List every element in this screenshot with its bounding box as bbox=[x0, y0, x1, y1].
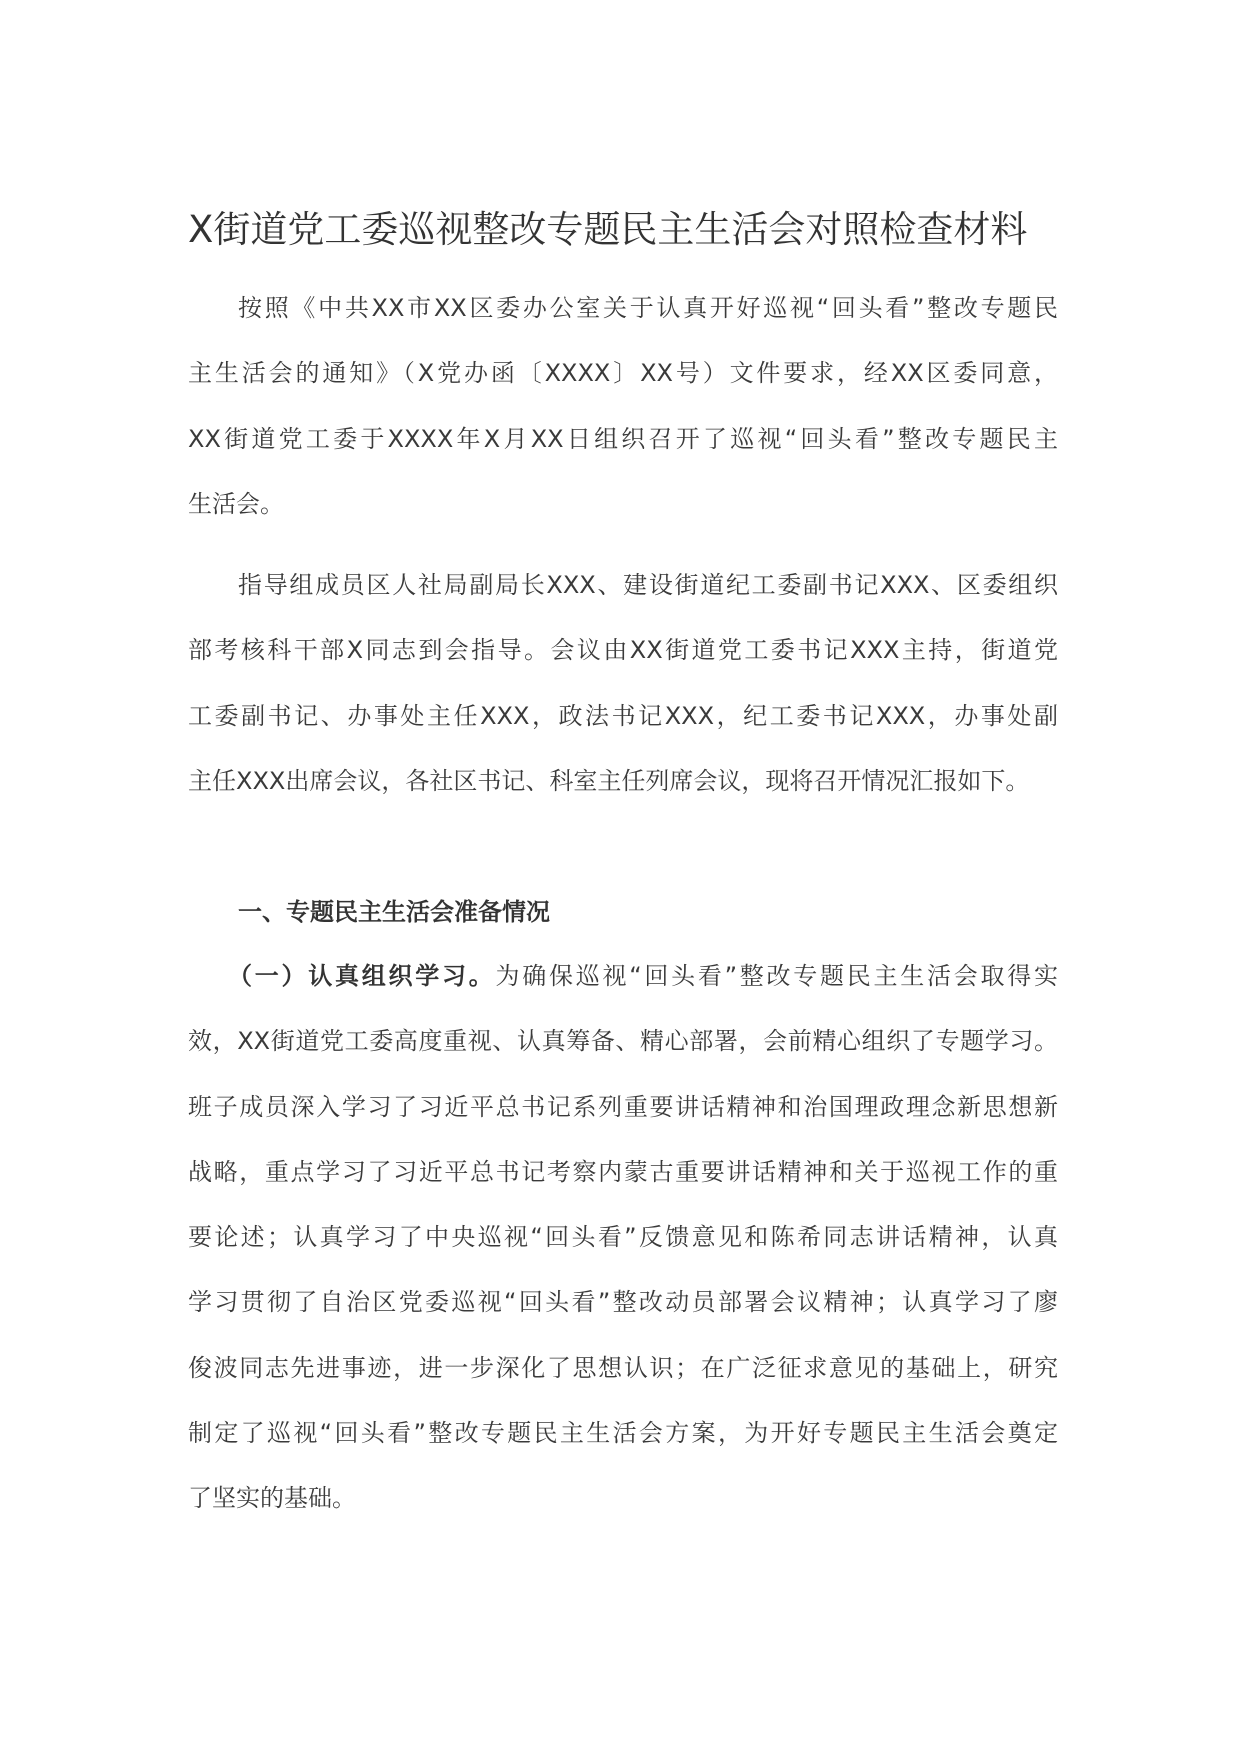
text-line: 了坚实的基础。 bbox=[188, 1484, 356, 1513]
text-line: 制定了巡视“回头看”整改专题民主生活会方案，为开好专题民主生活会奠定 bbox=[188, 1419, 1058, 1448]
text-line: 工委副书记、办事处主任XXX，政法书记XXX，纪工委书记XXX，办事处副 bbox=[188, 701, 1058, 730]
text-line: XX街道党工委于XXXX年X月XX日组织召开了巡视“回头看”整改专题民主 bbox=[188, 424, 1058, 453]
text-line: 班子成员深入学习了习近平总书记系列重要讲话精神和治国理政理念新思想新 bbox=[188, 1092, 1058, 1121]
paragraph-intro bbox=[188, 276, 1058, 537]
section-heading: 一、专题民主生活会准备情况 bbox=[238, 898, 550, 926]
text-line: 要论述；认真学习了中央巡视“回头看”反馈意见和陈希同志讲话精神，认真 bbox=[188, 1223, 1058, 1252]
section-heading-1 bbox=[188, 880, 1058, 945]
text-run: 为确保巡视“回头看”整改专题民主生活会取得实 bbox=[495, 962, 1058, 990]
text-line: 生活会。 bbox=[188, 489, 284, 518]
text-line: 按照《中共XX市XX区委办公室关于认真开好巡视“回头看”整改专题民 bbox=[238, 294, 1058, 322]
text-line: 部考核科干部X同志到会指导。会议由XX街道党工委书记XXX主持，街道党 bbox=[188, 636, 1058, 665]
text-line: 主任XXX出席会议，各社区书记、科室主任列席会议，现将召开情况汇报如下。 bbox=[188, 766, 1030, 795]
text-line: 俊波同志先进事迹，进一步深化了思想认识；在广泛征求意见的基础上，研究 bbox=[188, 1353, 1058, 1382]
text-line: 指导组成员区人社局副局长XXX、建设街道纪工委副书记XXX、区委组织 bbox=[238, 571, 1058, 599]
paragraph-attendees bbox=[188, 553, 1058, 814]
text-line bbox=[188, 944, 1058, 1009]
document-title: X街道党工委巡视整改专题民主生活会对照检查材料 bbox=[188, 208, 1028, 251]
subsection-title: （一）认真组织学习。 bbox=[228, 962, 496, 990]
text-line: 战略，重点学习了习近平总书记考察内蒙古重要讲话精神和关于巡视工作的重 bbox=[188, 1157, 1058, 1186]
text-line: 学习贯彻了自治区党委巡视“回头看”整改动员部署会议精神；认真学习了廖 bbox=[188, 1288, 1058, 1317]
paragraph-study bbox=[188, 944, 1058, 1532]
text-line: 效，XX街道党工委高度重视、认真筹备、精心部署，会前精心组织了专题学习。 bbox=[188, 1027, 1058, 1056]
text-line: 主生活会的通知》（X党办函〔XXXX〕XX号）文件要求，经XX区委同意， bbox=[188, 359, 1058, 388]
